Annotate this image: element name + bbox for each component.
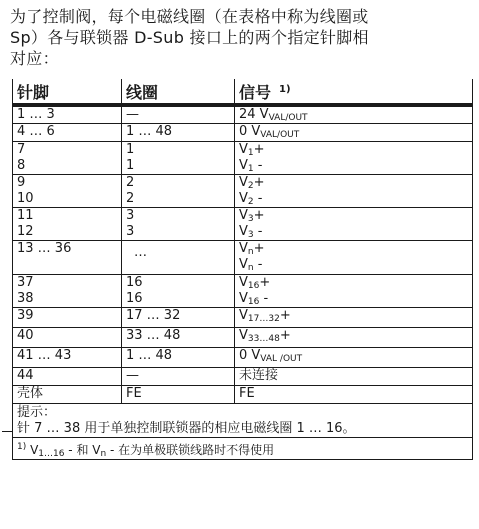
table-row	[13, 308, 473, 328]
coil-cell	[122, 208, 235, 241]
coil-cell	[122, 241, 235, 275]
pin-cell	[13, 368, 122, 386]
signal-value	[239, 328, 468, 344]
pin-assignment-table	[12, 79, 473, 460]
pin-value: 1 … 3	[17, 107, 55, 122]
signal-text: V	[239, 175, 248, 190]
signal-text: V	[239, 158, 248, 173]
header-pin	[13, 79, 122, 105]
coil-cell	[122, 348, 235, 368]
signal-value	[239, 191, 468, 207]
signal-suffix: -	[253, 191, 263, 206]
coil-value: —	[126, 107, 139, 122]
pin-value: 12	[17, 224, 34, 239]
table-row	[13, 328, 473, 348]
pin-value: 4 … 6	[17, 124, 55, 139]
table-row	[13, 175, 473, 208]
table-row	[13, 368, 473, 386]
coil-value: FE	[126, 386, 142, 401]
footnote-row	[13, 438, 473, 460]
coil-value: —	[126, 368, 139, 383]
coil-cell	[122, 275, 235, 308]
pin-value: 39	[17, 308, 34, 323]
coil-cell	[122, 328, 235, 348]
coil-cell	[122, 142, 235, 175]
coil-value: …	[134, 245, 147, 260]
coil-value: 1 … 48	[126, 348, 173, 363]
footnote-mid: - 和 V	[64, 443, 101, 457]
signal-text: V	[239, 208, 248, 223]
coil-value: 1	[126, 158, 135, 173]
coil-cell	[122, 368, 235, 386]
pin-value: 44	[17, 368, 34, 383]
header-signal-label: 信号	[239, 83, 272, 102]
pin-value: 7	[17, 142, 26, 157]
signal-cell	[235, 208, 473, 241]
table-body	[13, 105, 473, 404]
table-row	[13, 124, 473, 142]
signal-suffix: +	[253, 175, 265, 190]
footnote-v1: V	[30, 443, 39, 457]
signal-subscript: 16	[247, 297, 260, 307]
signal-text: V	[239, 308, 248, 323]
signal-text: FE	[239, 386, 255, 401]
signal-text: V	[239, 275, 248, 290]
table-row	[13, 241, 473, 275]
table-row	[13, 142, 473, 175]
signal-value	[239, 175, 468, 191]
footnote-mark: 1)	[17, 442, 27, 452]
pin-cell	[13, 105, 122, 124]
note-cell	[13, 404, 473, 438]
signal-subscript: n	[247, 263, 254, 273]
signal-cell	[235, 105, 473, 124]
signal-value	[239, 241, 468, 257]
signal-suffix: +	[279, 308, 291, 323]
signal-text: V	[239, 328, 248, 343]
signal-cell	[235, 241, 473, 275]
signal-subscript: VAL /OUT	[260, 354, 303, 364]
pin-value: 10	[17, 191, 34, 206]
table-header-row	[13, 79, 473, 105]
signal-value	[239, 348, 468, 364]
coil-cell	[122, 124, 235, 142]
signal-suffix: +	[253, 142, 265, 157]
signal-subscript: n	[247, 247, 254, 257]
signal-value	[239, 224, 468, 240]
signal-cell	[235, 124, 473, 142]
signal-suffix: -	[253, 257, 263, 272]
header-footnote-mark: 1)	[279, 84, 291, 95]
signal-value	[239, 368, 468, 384]
coil-value: 2	[126, 191, 135, 206]
coil-value: 3	[126, 224, 135, 239]
signal-value	[239, 275, 468, 291]
signal-value	[239, 291, 468, 307]
signal-text: V	[239, 142, 248, 157]
signal-value	[239, 308, 468, 324]
pin-value: 13 … 36	[17, 241, 72, 256]
footnote-vn-sub: n	[100, 449, 107, 459]
signal-cell	[235, 386, 473, 404]
table-row	[13, 105, 473, 124]
signal-subscript: VAL/OUT	[260, 130, 300, 140]
table-row	[13, 208, 473, 241]
coil-cell	[122, 175, 235, 208]
signal-subscript: 1	[247, 148, 254, 158]
signal-subscript: 33…48	[247, 334, 280, 344]
signal-text: 0 V	[239, 124, 261, 139]
intro-line-2: Sp）各与联锁器 D-Sub 接口上的两个指定针脚相	[10, 28, 369, 47]
pin-cell	[13, 275, 122, 308]
footnote-v1-sub: 1…16	[38, 449, 65, 459]
coil-value: 16	[126, 291, 143, 306]
signal-value	[239, 208, 468, 224]
coil-value: 33 … 48	[126, 328, 181, 343]
coil-value: 1	[126, 142, 135, 157]
signal-suffix: +	[253, 208, 265, 223]
signal-value	[239, 257, 468, 273]
pin-cell	[13, 241, 122, 275]
signal-text: V	[239, 224, 248, 239]
signal-value	[239, 386, 468, 402]
coil-cell	[122, 386, 235, 404]
signal-subscript: VAL/OUT	[268, 113, 308, 123]
pin-cell	[13, 386, 122, 404]
coil-value: 3	[126, 208, 135, 223]
coil-cell	[122, 105, 235, 124]
signal-subscript: 16	[247, 281, 260, 291]
pin-value: 9	[17, 175, 26, 190]
pin-cell	[13, 142, 122, 175]
table-row	[13, 386, 473, 404]
pin-value: 11	[17, 208, 34, 223]
coil-value: 2	[126, 175, 135, 190]
coil-value: 1 … 48	[126, 124, 173, 139]
pin-cell	[13, 348, 122, 368]
signal-subscript: 3	[247, 230, 254, 240]
signal-cell	[235, 275, 473, 308]
intro-line-1: 为了控制阀，每个电磁线圈（在表格中称为线圈或	[10, 7, 369, 26]
signal-value	[239, 107, 468, 123]
signal-subscript: 3	[247, 214, 254, 224]
note-title: 提示：	[17, 405, 57, 420]
intro-line-3: 对应：	[10, 49, 59, 68]
signal-suffix: -	[259, 291, 269, 306]
coil-cell	[122, 308, 235, 328]
signal-cell	[235, 142, 473, 175]
header-coil-label: 线圈	[126, 83, 159, 102]
signal-cell	[235, 308, 473, 328]
signal-subscript: 2	[247, 181, 254, 191]
signal-suffix: +	[253, 241, 265, 256]
signal-cell	[235, 348, 473, 368]
signal-subscript: 1	[247, 164, 254, 174]
coil-value: 16	[126, 275, 143, 290]
signal-subscript: 2	[247, 197, 254, 207]
intro-paragraph	[10, 6, 470, 69]
signal-text: V	[239, 291, 248, 306]
pin-cell	[13, 328, 122, 348]
signal-value	[239, 158, 468, 174]
note-text: 针 7 … 38 用于单独控制联锁器的相应电磁线圈 1 … 16。	[17, 421, 356, 436]
header-signal	[235, 79, 473, 105]
pin-cell	[13, 124, 122, 142]
signal-value	[239, 142, 468, 158]
table-row	[13, 275, 473, 308]
footnote-cell	[13, 438, 473, 460]
signal-text: 24 V	[239, 107, 269, 122]
pin-value: 8	[17, 158, 26, 173]
signal-suffix: -	[253, 224, 263, 239]
header-coil	[122, 79, 235, 105]
pin-cell	[13, 308, 122, 328]
signal-cell	[235, 328, 473, 348]
pin-value: 壳体	[17, 386, 44, 401]
signal-text: 未连接	[239, 368, 279, 383]
signal-text: V	[239, 191, 248, 206]
pin-value: 40	[17, 328, 34, 343]
signal-value	[239, 124, 468, 140]
header-pin-label: 针脚	[17, 83, 50, 102]
coil-value: 17 … 32	[126, 308, 181, 323]
signal-cell	[235, 368, 473, 386]
note-row	[13, 404, 473, 438]
footnote-text: - 在为单极联锁线路时不得使用	[106, 443, 275, 457]
pin-cell	[13, 175, 122, 208]
pin-cell	[13, 208, 122, 241]
table-row	[13, 348, 473, 368]
margin-marker	[2, 431, 12, 432]
signal-cell	[235, 175, 473, 208]
pin-value: 38	[17, 291, 34, 306]
signal-text: V	[239, 257, 248, 272]
signal-suffix: +	[259, 275, 271, 290]
pin-value: 37	[17, 275, 34, 290]
signal-text: 0 V	[239, 348, 261, 363]
pin-value: 41 … 43	[17, 348, 72, 363]
signal-suffix: -	[253, 158, 263, 173]
signal-suffix: +	[279, 328, 291, 343]
signal-text: V	[239, 241, 248, 256]
signal-subscript: 17…32	[247, 314, 280, 324]
